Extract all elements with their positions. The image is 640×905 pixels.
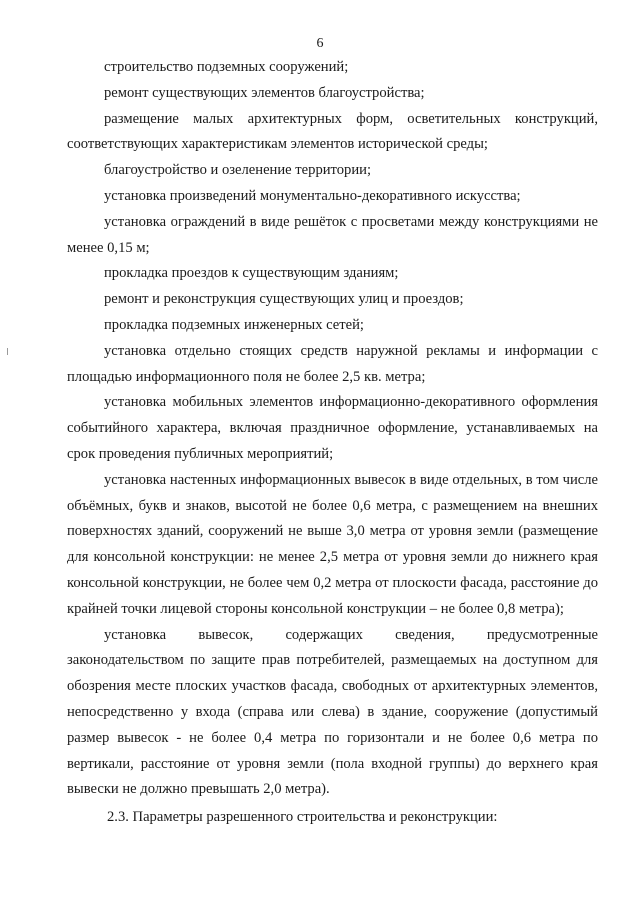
paragraph: установка вывесок, содержащих сведения, предусмотренные законодательством по защите прав потребителей, размещаемых на доступном для обозрения месте плоских участков фасада, свободных от архитектурных элементов, непосредственно у входа (справа или слева) в здание, сооружение (допустимый размер вывесок - не более 0,4 метра по горизонтали и не более 0,6 метра по вертикали, расстояние от уровня земли (пола входной группы) до верхнего края вывески не должно превышать 2,0 метра). <box>67 626 598 798</box>
paragraph: установка отдельно стоящих средств наружной рекламы и информации с площадью информационного поля не более 2,5 кв. метра; <box>67 342 598 385</box>
paragraph: установка мобильных элементов информационно-декоративного оформления событийного характера, включая праздничное оформление, устанавливаемых на срок проведения публичных мероприятий; <box>67 394 598 462</box>
paragraph: благоустройство и озеленение территории; <box>104 162 372 179</box>
paragraph: установка произведений монументально-декоративного искусства; <box>104 187 521 204</box>
document-body <box>67 55 598 831</box>
paragraph: ремонт и реконструкция существующих улиц и проездов; <box>104 291 464 308</box>
paragraph: прокладка проездов к существующим зданиям; <box>104 265 399 282</box>
paragraph: ремонт существующих элементов благоустройства; <box>104 84 425 101</box>
section-heading: 2.3. Параметры разрешенного строительства и реконструкции: <box>107 809 498 826</box>
paragraph: строительство подземных сооружений; <box>104 59 349 75</box>
paragraph: установка ограждений в виде решёток с просветами между конструкциями не менее 0,15 м; <box>67 213 598 256</box>
margin-mark <box>7 348 8 355</box>
paragraph: размещение малых архитектурных форм, осветительных конструкций, соответствующих характеристикам элементов исторической среды; <box>67 110 598 153</box>
page-number: 6 <box>316 36 324 51</box>
paragraph: установка настенных информационных вывесок в виде отдельных, в том числе объёмных, букв и знаков, высотой не более 0,6 метра, с размещением на внешних поверхностях зданий, сооружений не выше 3,0 метра от уровня земли (размещение для консольной конструкции: не менее 2,5 метра от уровня земли до нижнего края консольной конструкции, не более чем 0,2 метра от плоскости фасада, расстояние до крайней точки лицевой стороны консольной конструкции – не более 0,8 метра); <box>67 471 598 617</box>
paragraph: прокладка подземных инженерных сетей; <box>104 316 364 333</box>
